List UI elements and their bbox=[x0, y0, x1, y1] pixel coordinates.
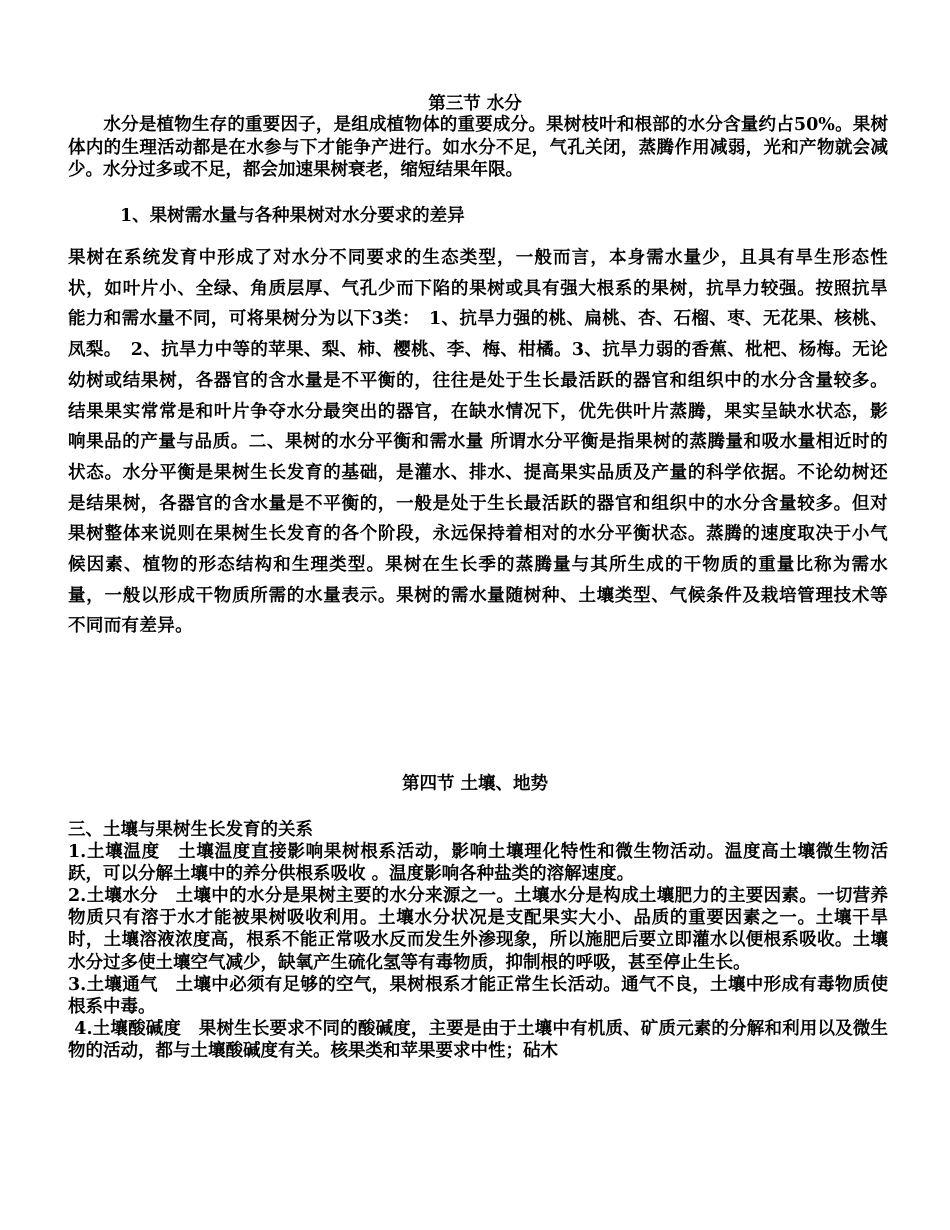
section-3-intro-paragraph: 水分是植物生存的重要因子，是组成植物体的重要成分。果树枝叶和根部的水分含量约占50%。果树体内的生理活动都是在水参与下才能争产进行。如水分不足，气孔关闭，蒸腾作用减弱，光和产物就会减少。水分过多或不足，都会加速果树衰老，缩短结果年限。 bbox=[68, 115, 888, 180]
soil-ph-item: 4.土壤酸碱度 果树生长要求不同的酸碱度，主要是由于土壤中有机质、矿质元素的分解和利用以及微生物的活动，都与土壤酸碱度有关。核果类和苹果要求中性；砧木 bbox=[68, 1018, 889, 1061]
section-3-subheading: 1、果树需水量与各种果树对水分要求的差异 bbox=[120, 206, 465, 226]
soil-temperature-item: 1.土壤温度 土壤温度直接影响果树根系活动，影响土壤理化特性和微生物活动。温度高土壤微生物活跃，可以分解土壤中的养分供根系吸收 。温度影响各种盐类的溶解速度。 bbox=[68, 842, 888, 885]
section-4-title: 第四节 土壤、地势 bbox=[401, 774, 549, 794]
section-3-body-paragraph: 果树在系统发育中形成了对水分不同要求的生态类型，一般而言，本身需水量少，且具有旱生形态性状，如叶片小、全绿、角质层厚、气孔少而下陷的果树或具有强大根系的果树，抗旱力较强。按照抗旱能力和需水量不同，可将果树分为以下3类： 1、抗旱力强的桃、扁桃、杏、石榴、枣、无花果、核桃、凤梨。 2、抗旱力中等的苹果、梨、柿、樱桃、李、梅、柑橘。3、抗旱力弱的香蕉、枇杷、杨梅。无论幼树或结果树，各器官的含水量是不平衡的，往往是处于生长最活跃的器官和组织中的水分含量较多。结果果实常常是和叶片争夺水分最突出的器官，在缺水情况下，优先供叶片蒸腾，果实呈缺水状态，影响果品的产量与品质。二、果树的水分平衡和需水量 所谓水分平衡是指果树的蒸腾量和吸水量相近时的状态。水分平衡是果树生长发育的基础，是灌水、排水、提高果实品质及产量的科学依据。不论幼树还是结果树，各器官的含水量是不平衡的，一般是处于生长最活跃的器官和组织中的水分含量较多。但对果树整体来说则在果树生长发育的各个阶段，永远保持着相对的水分平衡状态。蒸腾的速度取决于小气候因素、植物的形态结构和生理类型。果树在生长季的蒸腾量与其所生成的干物质的重量比称为需水量，一般以形成干物质所需的水量表示。果树的需水量随树种、土壤类型、气候条件及栽培管理技术等不同而有差异。 bbox=[68, 248, 888, 637]
section-3-title: 第三节 水分 bbox=[428, 94, 522, 114]
soil-aeration-item: 3.土壤通气 土壤中必须有足够的空气，果树根系才能正常生长活动。通气不良，土壤中形成有毒物质使根系中毒。 bbox=[68, 974, 888, 1017]
section-4-heading: 三、土壤与果树生长发育的关系 bbox=[68, 820, 313, 840]
section-4-content bbox=[68, 819, 888, 1062]
soil-moisture-item: 2.土壤水分 土壤中的水分是果树主要的水分来源之一。土壤水分是构成土壤肥力的主要因素。一切营养物质只有溶于水才能被果树吸收利用。土壤水分状况是支配果实大小、品质的重要因素之一。土壤干旱时，土壤溶液浓度高，根系不能正常吸水反而发生外渗现象，所以施肥后要立即灌水以便根系吸收。土壤水分过多使土壤空气减少，缺氧产生硫化氢等有毒物质，抑制根的呼吸，甚至停止生长。 bbox=[68, 886, 888, 973]
